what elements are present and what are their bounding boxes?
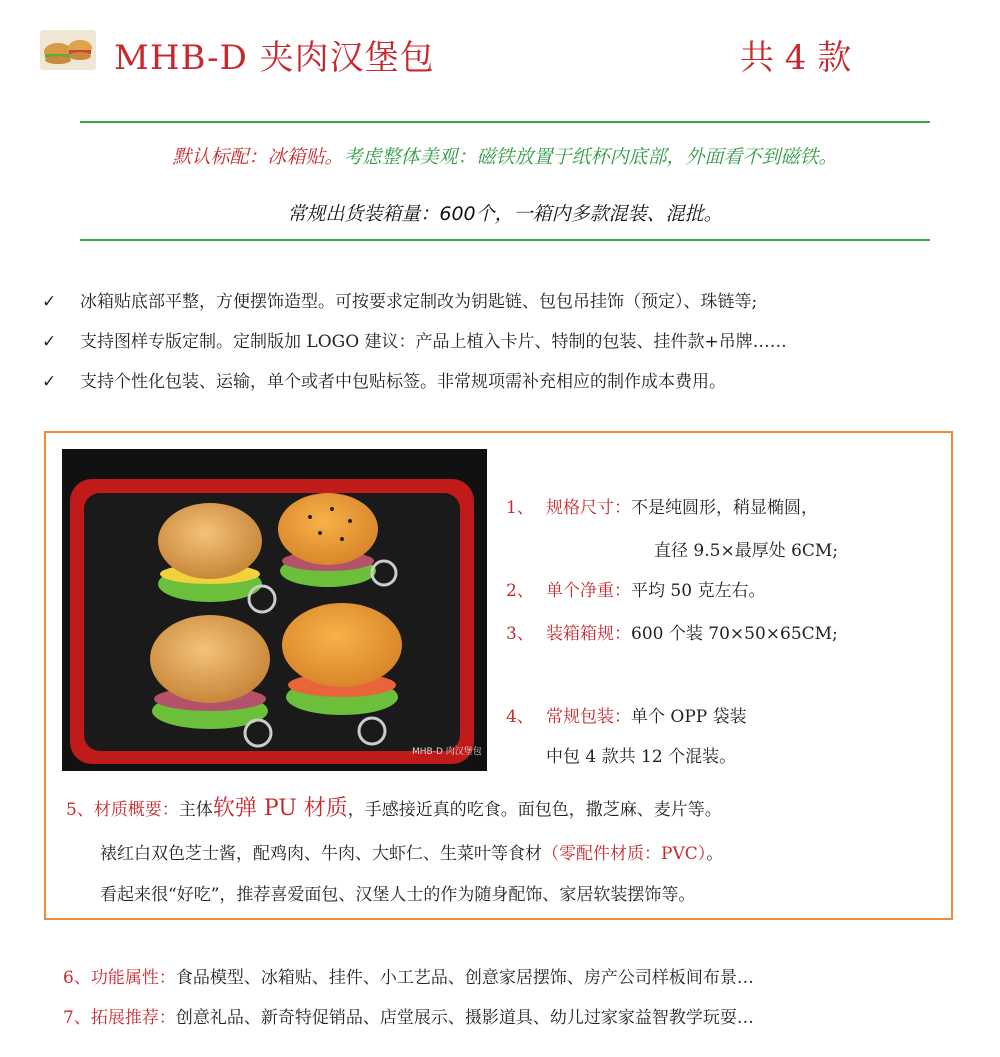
product-photo	[62, 449, 487, 771]
extended-recommendations	[63, 1003, 754, 1028]
page-title: MHB-D 夹肉汉堡包	[114, 38, 435, 78]
function-attributes	[63, 963, 754, 988]
spec-value: 创意礼品、新奇特促销品、店堂展示、摄影道具、幼儿过家家益智教学玩耍…	[175, 1008, 754, 1028]
bullet-item	[42, 327, 787, 352]
spec-label: 材质概要：	[93, 800, 179, 820]
bullet-item	[42, 287, 757, 312]
spec-size-dimensions: 直径 9.5×最厚处 6CM;	[654, 541, 839, 561]
divider-bottom	[80, 239, 930, 241]
bullet-item	[42, 367, 726, 392]
default-config-label: 默认标配：冰箱贴。	[172, 146, 344, 168]
material-parts-note: （零配件材质：PVC）	[542, 844, 707, 864]
material-period: 。	[706, 844, 724, 864]
spec-weight	[506, 576, 765, 601]
spec-material	[66, 791, 722, 822]
spec-num: 2、	[506, 581, 534, 601]
spec-value-pre: 主体	[178, 800, 213, 820]
default-config-note	[80, 142, 930, 169]
spec-num: 4、	[506, 707, 534, 727]
spec-value: 平均 50 克左右。	[631, 581, 766, 601]
model-count: 共 4 款	[740, 38, 852, 78]
spec-material-line3: 看起来很“好吃”，推荐喜爱面包、汉堡人士的作为随身配饰、家居软装摆饰等。	[100, 885, 696, 905]
spec-num: 5、	[66, 800, 94, 820]
spec-label: 拓展推荐：	[90, 1008, 176, 1028]
spec-packaging-mid: 中包 4 款共 12 个混装。	[546, 747, 737, 767]
spec-label: 规格尺寸：	[546, 498, 631, 518]
divider-top	[80, 121, 930, 123]
spec-value: 600 个装 70×50×65CM;	[631, 624, 838, 644]
bullet-text: 支持个性化包装、运输，单个或者中包贴标签。非常规项需补充相应的制作成本费用。	[80, 372, 726, 392]
spec-value: 不是纯圆形，稍显椭圆，	[631, 498, 818, 518]
spec-value-post: ，手感接近真的吃食。面包色，撒芝麻、麦片等。	[347, 800, 722, 820]
product-thumbnail	[40, 30, 96, 70]
spec-num: 3、	[506, 624, 534, 644]
photo-caption: MHB-D 肉汉堡包	[412, 747, 482, 757]
spec-label: 常规包装：	[546, 707, 631, 727]
spec-carton	[506, 619, 838, 644]
spec-packaging	[506, 702, 747, 727]
spec-num: 6、	[63, 968, 91, 988]
check-icon: ✓	[42, 292, 57, 312]
material-ingredients: 裱红白双色芝士酱，配鸡肉、牛肉、大虾仁、生菜叶等食材	[100, 844, 542, 864]
bullet-text: 冰箱贴底部平整，方便摆饰造型。可按要求定制改为钥匙链、包包吊挂饰（预定）、珠链等;	[80, 292, 758, 312]
material-highlight: 软弹 PU 材质	[212, 796, 348, 821]
spec-value: 单个 OPP 袋装	[631, 707, 747, 727]
check-icon: ✓	[42, 332, 57, 352]
magnet-note: 考虑整体美观：磁铁放置于纸杯内底部，外面看不到磁铁。	[343, 146, 838, 168]
spec-num: 1、	[506, 498, 534, 518]
spec-num: 7、	[63, 1008, 91, 1028]
bullet-text: 支持图样专版定制。定制版加 LOGO 建议：产品上植入卡片、特制的包装、挂件款+吊牌……	[80, 332, 787, 352]
check-icon: ✓	[42, 372, 57, 392]
spec-material-line2	[100, 839, 723, 864]
spec-size	[506, 493, 818, 518]
shipping-note: 常规出货装箱量：600个，一箱内多款混装、混批。	[287, 203, 723, 225]
spec-label: 单个净重：	[546, 581, 631, 601]
spec-label: 装箱箱规：	[546, 624, 631, 644]
spec-label: 功能属性：	[90, 968, 176, 988]
spec-value: 食品模型、冰箱贴、挂件、小工艺品、创意家居摆饰、房产公司样板间布景…	[175, 968, 754, 988]
